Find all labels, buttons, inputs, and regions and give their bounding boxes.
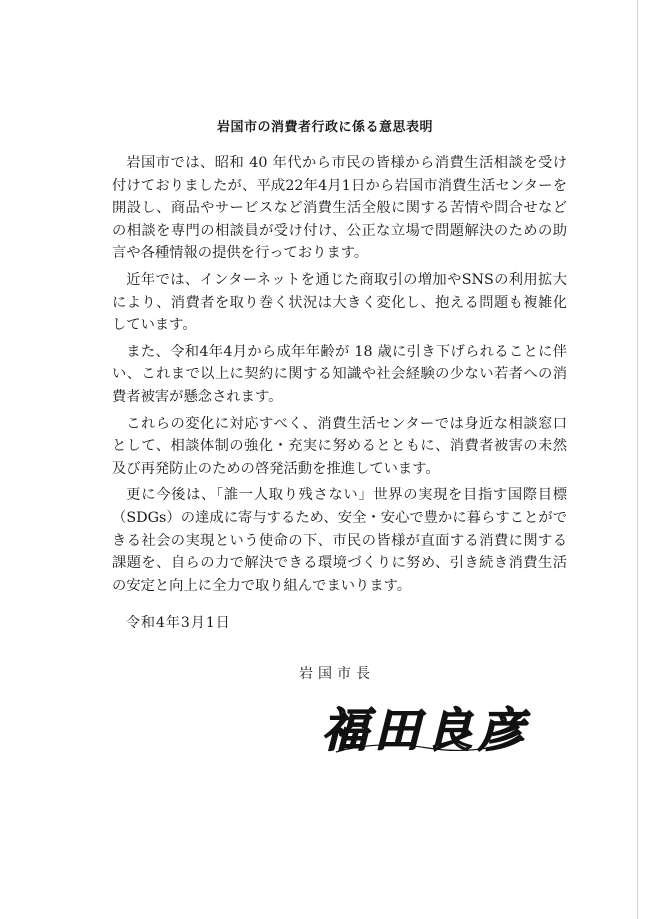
paragraph-center-history: 岩国市では、昭和 40 年代から市民の皆様から消費生活相談を受け付けておりましたが、平成22年4月1日から岩国市消費生活センターを開設し、商品やサービスなど消費生活全般に関する苦情や問合せなどの相談を専門の相談員が受け付け、公正な立場で問題解決のための助言や各種情報の提供を行っております。	[112, 155, 567, 262]
paragraph-age-of-majority: また、令和4年4月から成年年齢が 18 歳に引き下げられることに伴い、これまで以上に契約に関する知識や社会経験の少ない若者への消費者被害が懸念されます。	[112, 343, 567, 405]
document-body	[112, 152, 567, 597]
signatory-title: 岩国市長	[299, 666, 375, 682]
declaration-date: 令和4年3月1日	[126, 615, 231, 631]
signature-name: 福田良彦	[322, 703, 530, 757]
document-title: 岩国市の消費者行政に係る意思表明	[216, 120, 433, 135]
paragraph-consultation-system: これらの変化に対応すべく、消費生活センターでは身近な相談窓口として、相談体制の強化・充実に努めるとともに、消費者被害の未然及び再発防止のための啓発活動を推進しています。	[112, 415, 567, 477]
paragraph-sdgs-commitment: 更に今後は、「誰一人取り残さない」世界の実現を目指す国際目標（SDGs）の達成に寄与するため、安全・安心で豊かに暮らすことができる社会の実現という使命の下、市民の皆様が直面する消費に関する課題を、自らの力で解決できる環境づくりに努め、引き続き消費生活の安定と向上に全力で取り組んでまいります。	[112, 487, 567, 594]
mayor-signature	[318, 688, 538, 762]
page-edge-line	[637, 0, 638, 919]
paragraph-online-commerce: 近年では、インターネットを通じた商取引の増加やSNSの利用拡大により、消費者を取り巻く状況は大きく変化し、抱える問題も複雑化しています。	[112, 271, 567, 334]
